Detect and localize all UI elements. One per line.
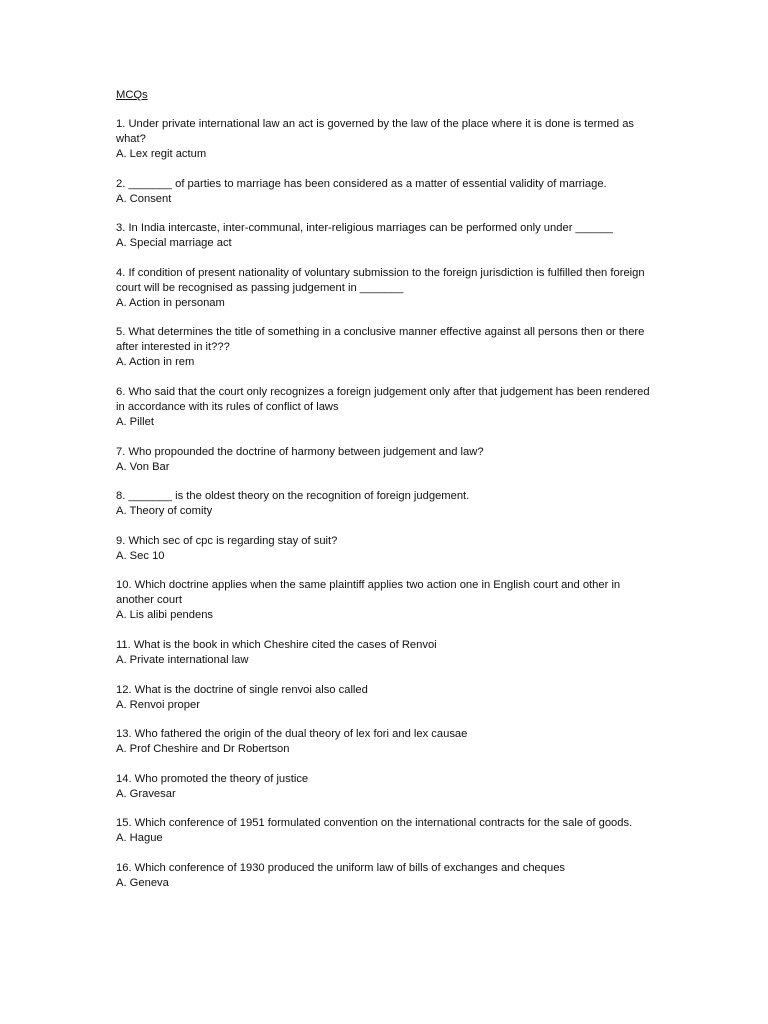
qa-item-8 bbox=[116, 489, 656, 519]
answer-text: A. Lex regit actum bbox=[116, 148, 207, 160]
question-text: 5. What determines the title of something in a conclusive manner effective against all persons then or there after interested in it??? bbox=[116, 326, 645, 354]
qa-item-16 bbox=[116, 861, 656, 891]
question-text: 13. Who fathered the origin of the dual theory of lex fori and lex causae bbox=[116, 728, 468, 741]
question-text: 8. _______ is the oldest theory on the recognition of foreign judgement. bbox=[116, 490, 470, 503]
answer-text: A. Theory of comity bbox=[116, 505, 213, 518]
question-text: 6. Who said that the court only recognizes a foreign judgement only after that judgement has been rendered in accordance with its rules of conflict of laws bbox=[116, 385, 650, 413]
qa-item-7 bbox=[116, 445, 656, 475]
answer-text: A. Hague bbox=[116, 832, 163, 845]
answer-text: A. Action in rem bbox=[116, 356, 195, 369]
qa-item-10 bbox=[116, 578, 656, 623]
answer-text: A. Sec 10 bbox=[116, 549, 165, 562]
qa-item-4 bbox=[116, 266, 656, 311]
qa-item-6 bbox=[116, 385, 656, 430]
answer-text: A. Special marriage act bbox=[116, 237, 232, 250]
question-text: 7. Who propounded the doctrine of harmony between judgement and law? bbox=[116, 445, 484, 458]
qa-item-11 bbox=[116, 638, 656, 668]
answer-text: A. Lis alibi pendens bbox=[116, 609, 214, 622]
answer-text: A. Consent bbox=[116, 192, 172, 205]
answer-text: A. Private international law bbox=[116, 653, 249, 666]
question-text: 4. If condition of present nationality of voluntary submission to the foreign jurisdiction is fulfilled then foreign court will be recognised as passing judgement in _______ bbox=[116, 266, 645, 294]
page-title: MCQs bbox=[116, 89, 148, 101]
answer-text: A. Gravesar bbox=[116, 787, 176, 800]
qa-item-12 bbox=[116, 683, 656, 713]
qa-item-3 bbox=[116, 221, 656, 251]
question-text: 1. Under private international law an act is governed by the law of the place where it is done is termed as what? bbox=[116, 118, 635, 145]
question-text: 15. Which conference of 1951 formulated convention on the international contracts for the sale of goods. bbox=[116, 817, 633, 830]
answer-text: A. Geneva bbox=[116, 876, 169, 889]
answer-text: A. Action in personam bbox=[116, 296, 225, 309]
qa-item-13 bbox=[116, 727, 656, 757]
answer-text: A. Von Bar bbox=[116, 460, 170, 473]
qa-item-5 bbox=[116, 325, 656, 370]
document-content bbox=[116, 88, 656, 906]
question-text: 16. Which conference of 1930 produced the uniform law of bills of exchanges and cheques bbox=[116, 861, 566, 874]
answer-text: A. Renvoi proper bbox=[116, 698, 200, 711]
qa-item-15 bbox=[116, 816, 656, 846]
question-text: 11. What is the book in which Cheshire cited the cases of Renvoi bbox=[116, 638, 437, 651]
qa-item-1 bbox=[116, 117, 656, 162]
qa-item-9 bbox=[116, 534, 656, 564]
answer-text: A. Pillet bbox=[116, 415, 154, 428]
question-text: 12. What is the doctrine of single renvoi also called bbox=[116, 683, 368, 696]
question-text: 3. In India intercaste, inter-communal, inter-religious marriages can be performed only under ______ bbox=[116, 222, 613, 235]
question-text: 9. Which sec of cpc is regarding stay of suit? bbox=[116, 534, 338, 547]
answer-text: A. Prof Cheshire and Dr Robertson bbox=[116, 743, 290, 756]
qa-item-14 bbox=[116, 772, 656, 802]
qa-item-2 bbox=[116, 177, 656, 207]
question-text: 10. Which doctrine applies when the same plaintiff applies two action one in English court and other in another court bbox=[116, 579, 621, 607]
question-text: 2. _______ of parties to marriage has been considered as a matter of essential validity of marriage. bbox=[116, 177, 607, 190]
question-text: 14. Who promoted the theory of justice bbox=[116, 772, 309, 785]
